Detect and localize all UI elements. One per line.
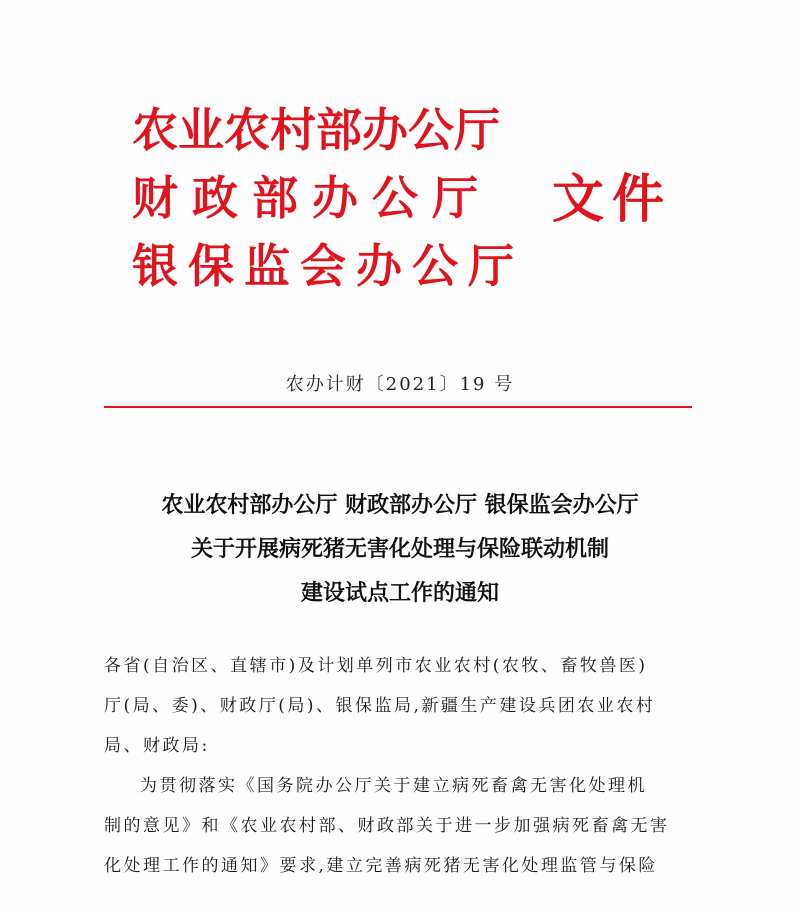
issuer-ministry-of-finance: 财政部办公厅 (132, 171, 492, 225)
document-body (104, 646, 694, 886)
body-line: 为贯彻落实《国务院办公厅关于建立病死畜禽无害化处理机 (140, 776, 647, 796)
body-line: 局、财政局: (104, 736, 210, 756)
document-number: 农办计财〔2021〕19 号 (285, 374, 515, 395)
body-line: 化处理工作的通知》要求,建立完善病死猪无害化处理监管与保险 (104, 856, 658, 876)
issuer-cbirc: 银保监会办公厅 (132, 239, 524, 293)
document-label: 文件 (552, 170, 673, 230)
body-line: 制的意见》和《农业农村部、财政部关于进一步加强病死畜禽无害 (104, 816, 670, 836)
body-line: 各省(自治区、直辖市)及计划单列市农业农村(农牧、畜牧兽医) (104, 656, 648, 676)
document-title (0, 484, 800, 616)
body-line: 厅(局、委)、财政厅(局)、银保监局,新疆生产建设兵团农业农村 (104, 696, 656, 716)
red-divider-line (104, 406, 692, 408)
title-line: 关于开展病死猪无害化处理与保险联动机制 (190, 537, 609, 562)
issuer-ministry-of-agriculture: 农业农村部办公厅 (132, 103, 500, 157)
masthead (132, 100, 692, 300)
title-line: 建设试点工作的通知 (300, 581, 499, 606)
title-line: 农业农村部办公厅 财政部办公厅 银保监会办公厅 (161, 493, 639, 518)
